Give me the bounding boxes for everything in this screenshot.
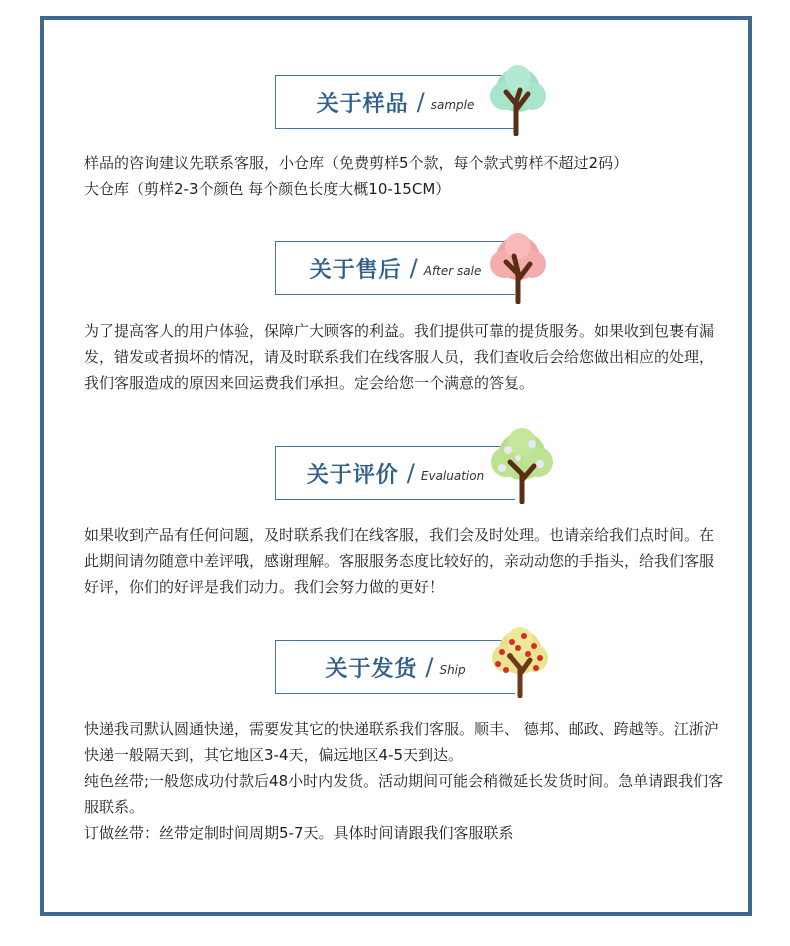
section-body (84, 522, 724, 600)
section-title-box (275, 640, 515, 694)
section-body (84, 150, 724, 202)
section-subtitle: Evaluation (420, 469, 485, 483)
section-title: 关于评价 (306, 462, 399, 488)
body-line: 纯色丝带;一般您成功付款后48小时内发货。活动期间可能会稍微延长发货时间。急单请跟我们客服联系。 (84, 772, 724, 816)
section-title-box (275, 241, 515, 295)
body-line: 快递我司默认圆通快递，需要发其它的快递联系我们客服。顺丰、 德邦、邮政、跨越等。江浙沪快递一般隔天到，其它地区3-4天，偏远地区4-5天到达。 (84, 720, 719, 764)
section-subtitle: sample (430, 98, 475, 112)
title-slash: / (416, 88, 425, 116)
section-body (84, 318, 724, 396)
green-tree-icon (486, 64, 550, 136)
body-line: 订做丝带：丝带定制时间周期5-7天。具体时间请跟我们客服联系 (84, 824, 514, 842)
body-line: 样品的咨询建议先联系客服，小仓库（免费剪样5个款，每个款式剪样不超过2码） (84, 154, 629, 172)
flowering-tree-icon (488, 428, 556, 504)
section-subtitle: Ship (439, 663, 466, 677)
section-body (84, 716, 724, 846)
section-title: 关于发货 (325, 656, 418, 682)
section-subtitle: After sale (423, 264, 482, 278)
title-slash: / (409, 254, 418, 282)
fruit-tree-icon (488, 626, 552, 698)
info-frame (40, 16, 752, 916)
section-title: 关于售后 (309, 257, 402, 283)
section-title-box (275, 446, 515, 500)
pink-tree-icon (486, 232, 550, 304)
section-title: 关于样品 (316, 91, 409, 117)
section-title-box (275, 75, 515, 129)
body-line: 为了提高客人的用户体验，保障广大顾客的利益。我们提供可靠的提货服务。如果收到包裹有漏发，错发或者损坏的情况，请及时联系我们在线客服人员，我们查收后会给您做出相应的处理，我们客服造成的原因来回运费我们承担。定会给您一个满意的答复。 (84, 322, 715, 392)
body-line: 如果收到产品有任何问题，及时联系我们在线客服，我们会及时处理。也请亲给我们点时间。在此期间请勿随意中差评哦，感谢理解。客服服务态度比较好的，亲动动您的手指头，给我们客服好评，你们的好评是我们动力。我们会努力做的更好！ (84, 526, 715, 596)
title-slash: / (406, 459, 415, 487)
body-line: 大仓库（剪样2-3个颜色 每个颜色长度大概10-15CM） (84, 180, 451, 198)
title-slash: / (425, 653, 434, 681)
